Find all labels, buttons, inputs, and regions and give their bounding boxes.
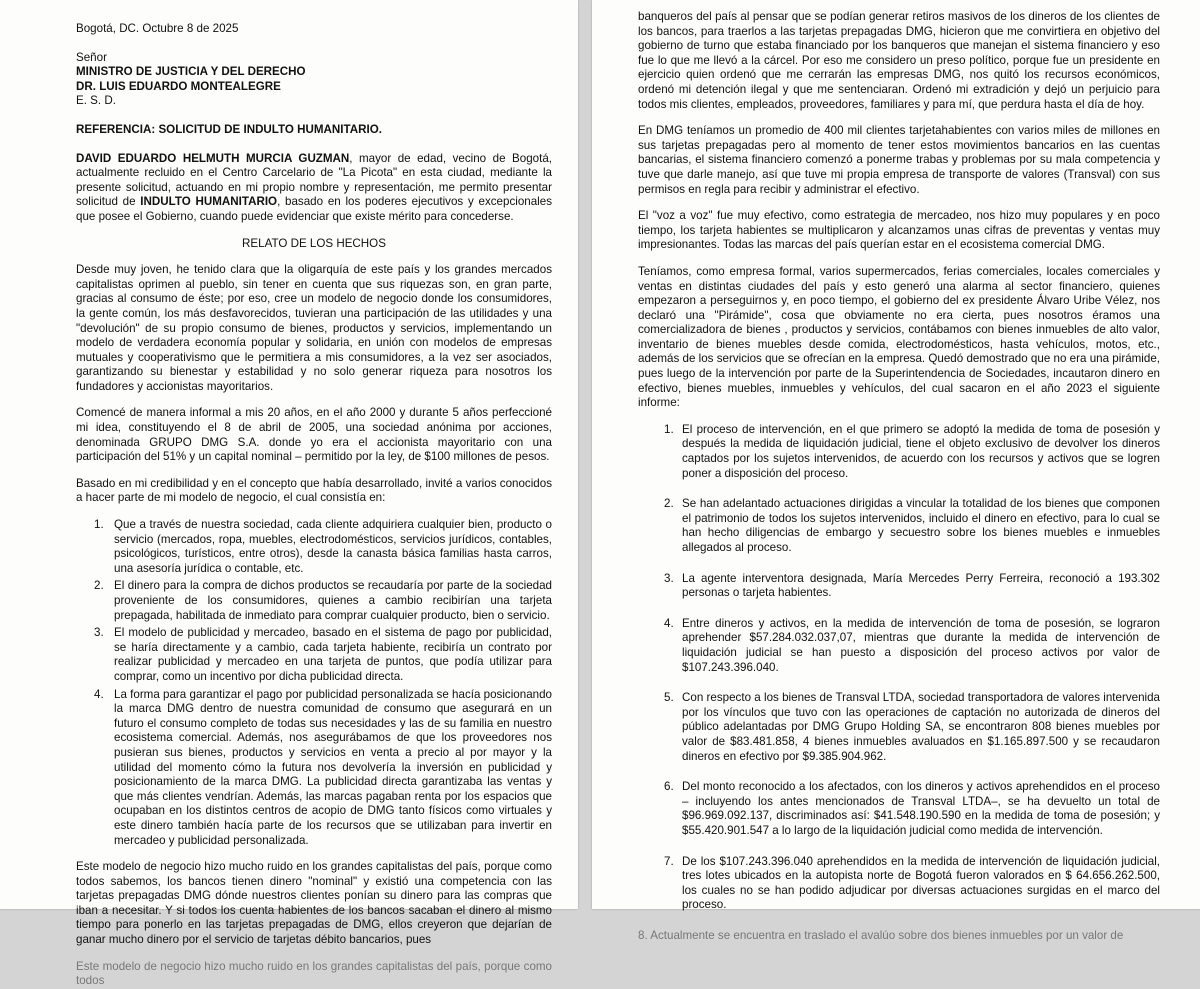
list-number: 4. xyxy=(664,616,674,630)
list-text: El dinero para la compra de dichos productos se recaudaría por parte de la sociedad proveniente de los consumidores, quienes a cambio recibirían una tarjeta prepagada, habilitada de inmediato para comprar cualquier producto, bien o servicio. xyxy=(114,579,552,622)
list-item xyxy=(638,780,1160,838)
list-item xyxy=(76,579,552,623)
list-item xyxy=(638,617,1160,675)
page2-paragraph-2: En DMG teníamos un promedio de 400 mil clientes tarjetahabientes con varios miles de millones en sus tarjetas prepagadas pero al momento de tener estos movimientos bancarios en las cuentas bancarias, el sistema financiero comenzó a ponerme trabas y problemas por su mala competencia y tuve que darle manejo, así que tuve mi propia empresa de transporte de valores (Transval) con sus permisos en regla para recibir y administrar el efectivo. xyxy=(638,124,1160,196)
list-text: La forma para garantizar el pago por publicidad personalizada se hacía posicionando la marca DMG dentro de nuestra comunidad de consumo que asegurará en un futuro el consumo completo de todas sus necesidades y las de su familia en nuestro ecosistema comercial. Además, nos asegurábamos de que los proveedores nos pusieran sus bienes, productos y servicios en venta a precio al por mayor y la utilidad del momento cómo la futura nos devolvería la inversión en publicidad y posicionamiento de la marca DMG. La publicidad directa garantizaba las ventas y que más clientes vendrían. Además, las marcas pagaban renta por los espacios que ocupaban en los distintos centros de acopio de DMG tanto físicos como virtuales y este dinero también hacía parte de los recursos que se utilizaban para invertir en mercadeo y publicidad personalizada. xyxy=(114,687,552,847)
list-number: 6. xyxy=(664,780,674,794)
list-text: Entre dineros y activos, en la medida de intervención de toma de posesión, se lograron aprehender $57.284.032.037,07, mientras que durante la medida de intervención de liquidación judicial se han puesto a disposición del proceso activos por valor de $107.243.396.040. xyxy=(682,616,1160,674)
intervention-report-list xyxy=(638,423,1160,913)
list-text: Que a través de nuestra sociedad, cada cliente adquiriera cualquier bien, producto o servicio (mercados, ropa, muebles, electrodomésticos, servicios jurídicos, contables, psicológicos, turísticos, entre otros), desde la canasta básica familias hasta carros, una asesoría jurídica o contable, etc. xyxy=(114,518,552,575)
page2-paragraph-1: banqueros del país al pensar que se podían generar retiros masivos de los dineros de los clientes de los bancos, para traerlos a las tarjetas prepagadas DMG, hicieron que me convirtiera en objetivo del gobierno de turno que estaba financiado por los banqueros que manejan el sistema financiero y eso fue lo que me llevó a la cárcel. Por eso me considero un preso político, porque fue un presidente en ejercicio quien ordenó que me cerrarán las empresas DMG, nos quitó los recursos económicos, ordenó mi detención ilegal y que me sentenciaran. Ordenó mi extradición y dejó un perjuicio para todos mis clientes, empleados, proveedores, familiares y para mí, que perdura hasta el día de hoy. xyxy=(638,10,1160,111)
list-item xyxy=(638,497,1160,555)
list-number: 1. xyxy=(94,518,104,532)
recipient-name: DR. LUIS EDUARDO MONTEALEGRE xyxy=(76,79,281,93)
recipient-ministry: MINISTRO DE JUSTICIA Y DEL DERECHO xyxy=(76,65,306,79)
intro-text-1: , mayor de edad, vecino de Bogotá, actualmente recluido en el Centro Carcelario de "La Picota" en esta ciudad, mediante la presente solicitud, actuando en mi propio nombre y representación, me permito presentar solicitud de xyxy=(76,151,552,209)
letter-page-2 xyxy=(592,0,1200,942)
petitioner-name: DAVID EDUARDO HELMUTH MURCIA GUZMAN xyxy=(76,151,350,165)
request-type: INDULTO HUMANITARIO xyxy=(140,195,278,209)
facts-paragraph-1: Desde muy joven, he tenido clara que la oligarquía de este país y los grandes mercados capitalistas oprimen al pueblo, sin tener en cuenta que sus riquezas son, en gran parte, gracias al consumo de éste; por eso, cree un modelo de negocio donde los consumidores, la gente común, los más desfavorecidos, tuvieran una participación de las utilidades y una "devolución" de su propio consumo de bienes, productos y servicios, implementando un modelo de verdadera economía popular y solidaria, en unión con modelos de empresas mutuales y cooperativismo que le permitiera a mis consumidores, a la vez ser asociados, garantizando su bienestar y estabilidad y no solo generar riqueza para nosotros los fundadores y accionistas mayoritarios. xyxy=(76,263,552,393)
letter-page-1 xyxy=(0,0,578,988)
list-number: 3. xyxy=(94,626,104,640)
list-number: 2. xyxy=(664,497,674,511)
list-text: Se han adelantado actuaciones dirigidas a vincular la totalidad de los bienes que componen el patrimonio de todos los sujetos intervenidos, incluido el dinero en efectivo, para lo cual se han hecho diligencias de embargo y secuestro sobre los bienes muebles e inmuebles allegados al proceso. xyxy=(682,497,1160,554)
page2-paragraph-4: Teníamos, como empresa formal, varios supermercados, ferias comerciales, locales comerciales y ventas en distintas ciudades del país y esto generó una alarma al sector financiero, quienes empezaron a perseguirnos y, en poco tiempo, el gobierno del ex presidente Álvaro Uribe Vélez, nos declaró una "Pirámide", cosa que obviamente no era cierta, pues nosotros éramos una comercializadora de bienes , productos y servicios, contábamos con bienes inmuebles de alto valor, inventario de bienes muebles desde comida, electrodomésticos, hasta vehículos, motos, etc., además de los servicios que se ofrecían en la empresa. Quedó demostrado que no era una pirámide, pues luego de la intervención por parte de la Superintendencia de Sociedades, incautaron dinero en efectivo, bienes muebles, inmuebles y vehículos, del cual sacaron en el año 2023 el siguiente informe: xyxy=(638,264,1160,410)
list-item xyxy=(638,691,1160,764)
list-item xyxy=(638,572,1160,601)
list-item xyxy=(76,688,552,849)
list-item xyxy=(638,423,1160,481)
page2-paragraph-3: El "voz a voz" fue muy efectivo, como estrategia de mercadeo, nos hizo muy populares y en poco tiempo, los tarjeta habientes se multiplicaron y alcanzamos unas cifras de preventas y ventas muy impresionantes. Todas las marcas del país querían estar en el ecosistema comercial DMG. xyxy=(638,209,1160,252)
list-text: Del monto reconocido a los afectados, con los dineros y activos aprehendidos en el proceso – incluyendo los antes mencionados de Transval LTDA–, se ha devuelto un total de $96.969.092.137, discriminados así: $41.548.190.590 en la medida de toma de posesión; y $55.420.901.547 a lo largo de la liquidación judicial como medida de intervención. xyxy=(682,780,1160,837)
cut-off-line: 8. Actualmente se encuentra en traslado el avalúo sobre dos bienes inmuebles por un valor de xyxy=(638,928,1124,942)
facts-paragraph-4: Este modelo de negocio hizo mucho ruido en los grandes capitalistas del país, porque como todos sabemos, los bancos tienen dinero "nominal" y existió una competencia con las tarjetas prepagadas DMG dónde nuestros clientes ponían su dinero para las compras que iban a necesitar. Y si todos los cuenta habientes de los bancos sacaban el dinero al mismo tiempo para ponerlo en las tarjetas prepagadas de DMG, ellos creyeron que dejarían de ganar mucho dinero por el servicio de tarjetas débito bancarios, pues xyxy=(76,860,552,947)
list-text: El proceso de intervención, en el que primero se adoptó la medida de toma de posesión y después la medida de liquidación judicial, tiene el objeto exclusivo de devolver los dineros captados por los sujetos intervenidos, de acuerdo con los recursos y activos que se logren poner a disposición del proceso. xyxy=(682,422,1160,480)
list-number: 5. xyxy=(664,691,674,705)
list-text: La agente interventora designada, María Mercedes Perry Ferreira, reconoció a 193.302 personas o tarjeta habientes. xyxy=(682,571,1160,600)
facts-heading: RELATO DE LOS HECHOS xyxy=(242,236,386,250)
list-number: 3. xyxy=(664,571,674,585)
list-number: 7. xyxy=(664,854,674,868)
reference-line: REFERENCIA: SOLICITUD DE INDULTO HUMANITARIO. xyxy=(76,122,382,136)
facts-paragraph-2: Comencé de manera informal a mis 20 años, en el año 2000 y durante 5 años perfeccioné mi idea, constituyendo el 8 de abril de 2005, una sociedad anónima por acciones, denominada GRUPO DMG S.A. donde yo era el accionista mayoritario con una participación del 51% y un capital nominal – permitido por la ley, de $100 millones de pesos. xyxy=(76,406,552,464)
list-number: 4. xyxy=(94,687,104,701)
intro-paragraph xyxy=(76,152,552,225)
list-text: Con respecto a los bienes de Transval LTDA, sociedad transportadora de valores intervenida por los vínculos que tuvo con las operaciones de captación no autorizada de dineros del público adelantadas por DMG Grupo Holding SA, se encontraron 808 bienes muebles por valor de $83.481.858, 4 bienes inmuebles avaluados en $1.165.897.500 y se recaudaron dineros en efectivo por $9.385.904.962. xyxy=(682,691,1160,763)
cut-off-line: Este modelo de negocio hizo mucho ruido en los grandes capitalistas del país, porque como todos xyxy=(76,959,552,988)
list-item xyxy=(638,855,1160,913)
business-model-list xyxy=(76,518,552,848)
list-text: De los $107.243.396.040 aprehendidos en la medida de intervención de liquidación judicial, tres lotes ubicados en la autopista norte de Bogotá fueron valorados en $ 64.656.262.500, los cuales no se han podido adjudicar por diversas actuaciones surgidas en el marco del proceso. xyxy=(682,854,1160,912)
intro-text-2: , basado en los poderes ejecutivos y excepcionales que posee el Gobierno, cuando puede evidenciar que existe mérito para concederse. xyxy=(76,195,552,223)
list-item xyxy=(76,626,552,684)
list-number: 1. xyxy=(664,422,674,436)
salutation: Señor xyxy=(76,50,107,64)
facts-paragraph-3: Basado en mi credibilidad y en el concepto que había desarrollado, invité a varios conocidos a hacer parte de mi modelo de negocio, el cual consistía en: xyxy=(76,476,552,505)
letter-date: Bogotá, DC. Octubre 8 de 2025 xyxy=(76,22,239,35)
recipient-esd: E. S. D. xyxy=(76,94,116,108)
list-number: 2. xyxy=(94,579,104,593)
list-text: El modelo de publicidad y mercadeo, basado en el sistema de pago por publicidad, se haría directamente y a cambio, cada tarjeta habiente, recibiría un contrato por realizar publicidad y mercadeo en una tarjeta de puntos, que podía utilizar para comprar, como un incentivo por dicha publicidad directa. xyxy=(114,626,552,683)
recipient-address xyxy=(76,51,552,109)
list-item xyxy=(76,518,552,576)
